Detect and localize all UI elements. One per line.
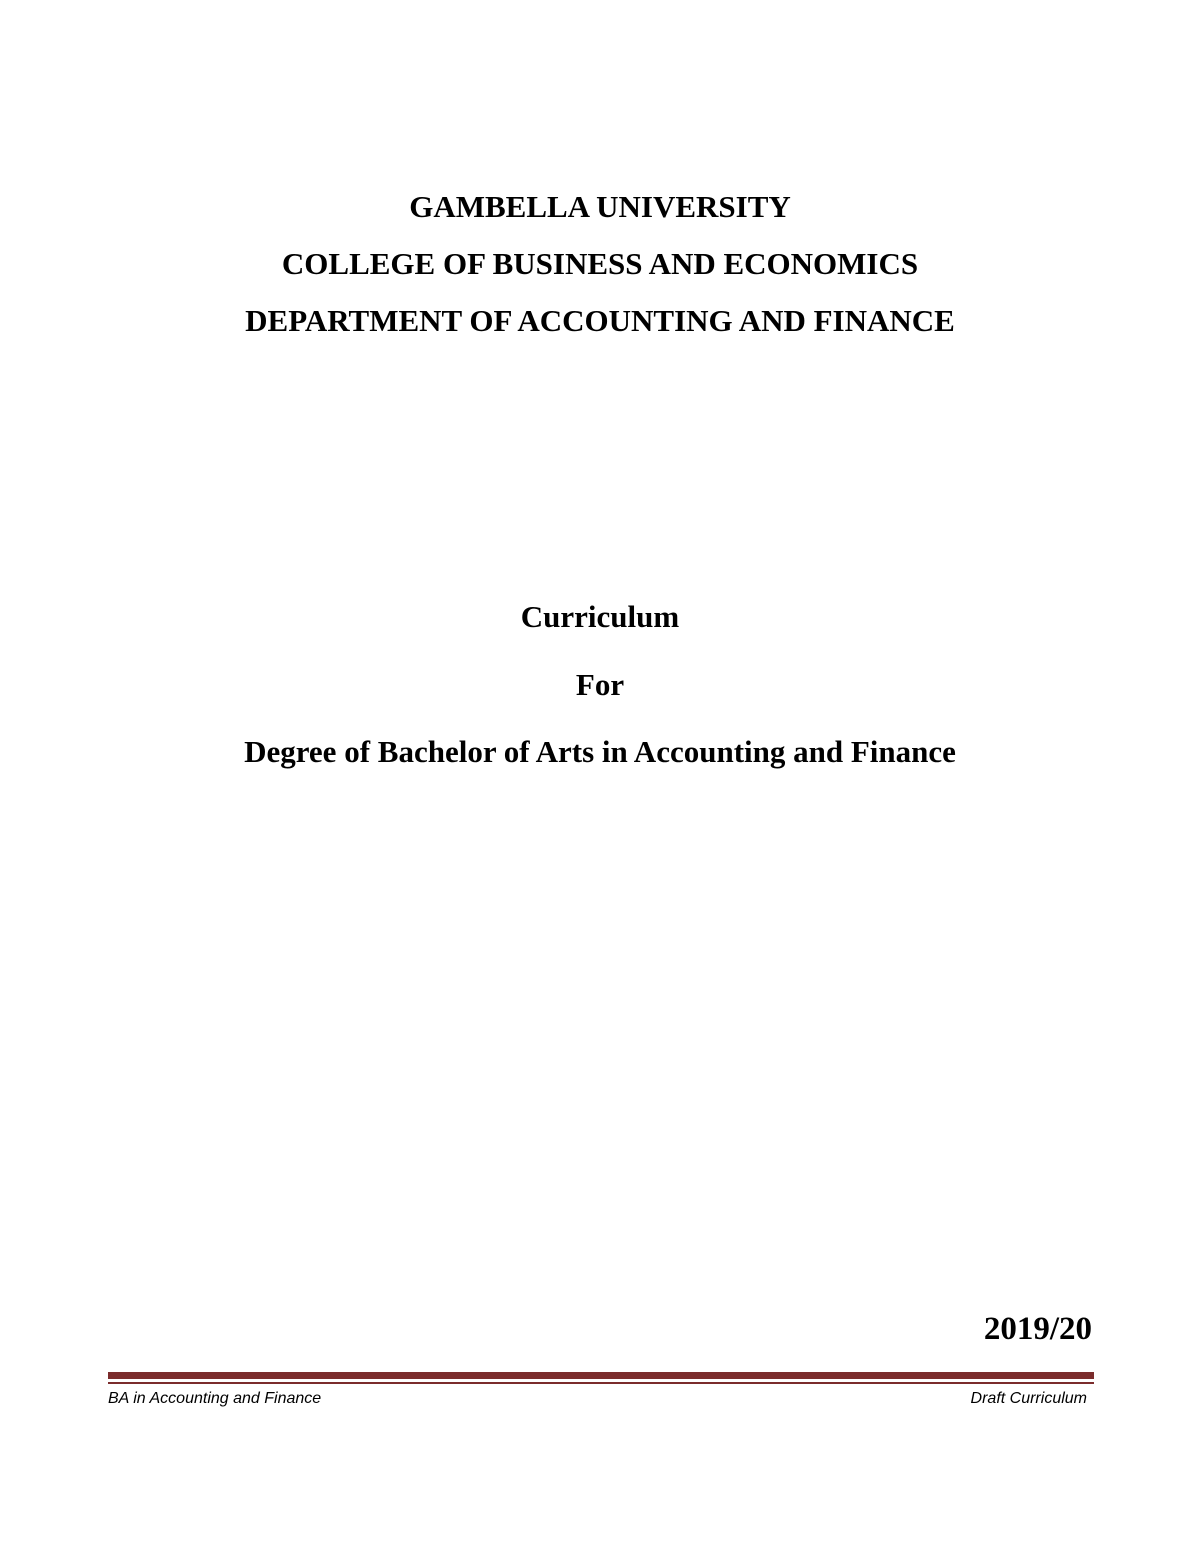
university-name: GAMBELLA UNIVERSITY	[409, 189, 791, 224]
institution-header	[0, 178, 1200, 349]
footer-status: Draft Curriculum	[970, 1390, 1087, 1407]
college-name: COLLEGE OF BUSINESS AND ECONOMICS	[281, 246, 919, 281]
academic-year: 2019/20	[983, 1311, 1092, 1347]
footer-rule-thick	[108, 1372, 1094, 1379]
footer-program: BA in Accounting and Finance	[108, 1390, 322, 1407]
title-degree: Degree of Bachelor of Arts in Accounting and Finance	[244, 734, 956, 769]
title-for: For	[575, 667, 625, 702]
title-curriculum: Curriculum	[520, 599, 680, 634]
footer-rule-thin	[108, 1382, 1094, 1384]
department-name: DEPARTMENT OF ACCOUNTING AND FINANCE	[245, 303, 955, 338]
document-title	[0, 594, 1200, 775]
